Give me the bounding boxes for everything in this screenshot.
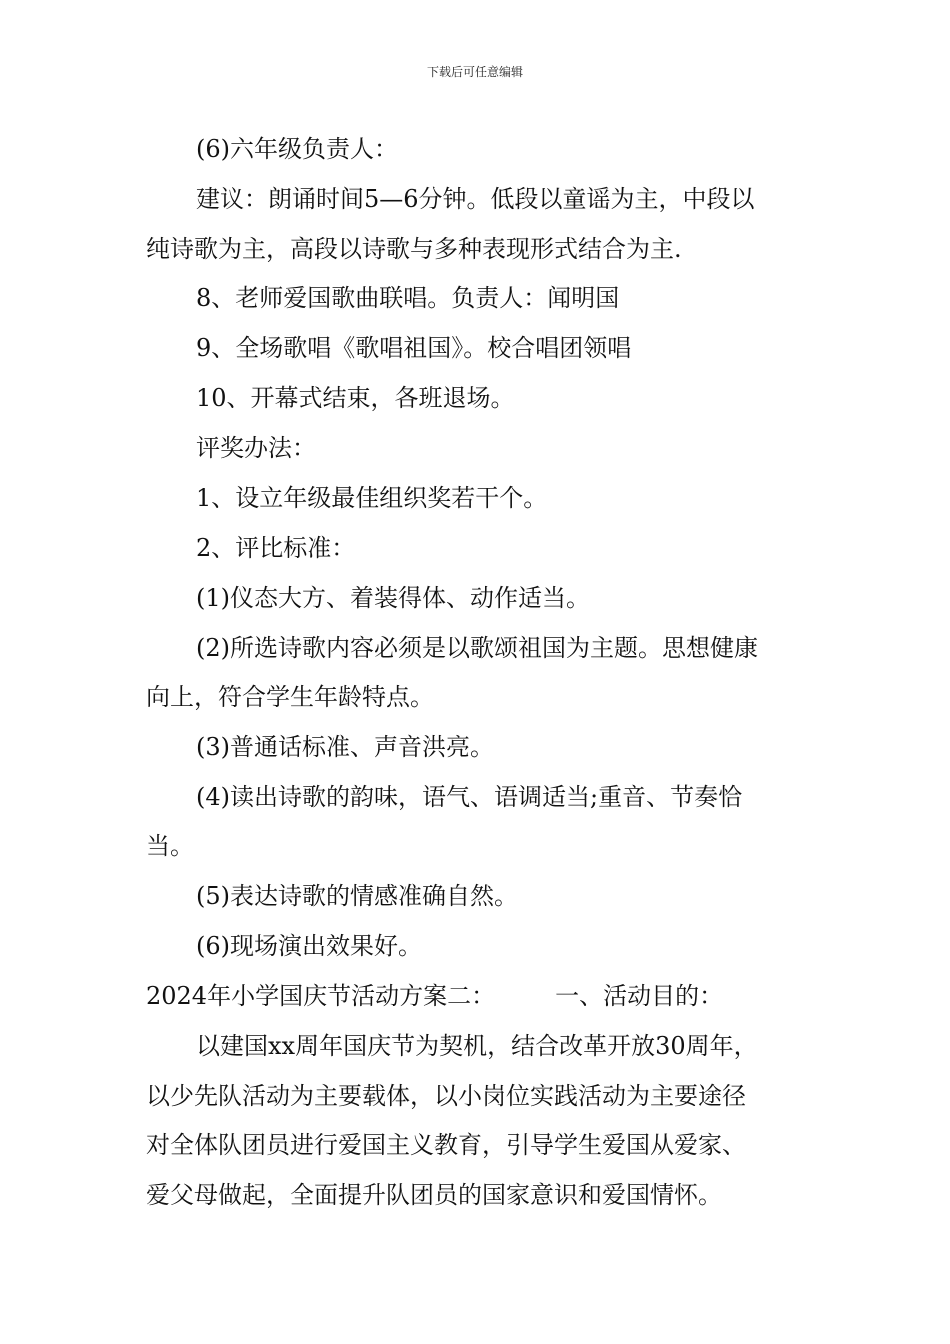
text-line: 10、开幕式结束，各班退场。 bbox=[196, 384, 515, 412]
text-line: (3)普通话标准、声音洪亮。 bbox=[196, 733, 494, 761]
text-line: 2、评比标准： bbox=[196, 534, 356, 562]
section-title: 2024年小学国庆节活动方案二： bbox=[146, 982, 496, 1010]
text-line: (6)六年级负责人： bbox=[196, 135, 398, 163]
text-line: 9、全场歌唱《歌唱祖国》。校合唱团领唱 bbox=[196, 334, 632, 362]
text-line: (5)表达诗歌的情感准确自然。 bbox=[196, 882, 518, 910]
paragraph-line: 对全体队团员进行爱国主义教育，引导学生爱国从爱家、 bbox=[146, 1131, 746, 1159]
section-subtitle: 一、活动目的： bbox=[555, 982, 724, 1010]
text-line: (1)仪态大方、着装得体、动作适当。 bbox=[196, 584, 590, 612]
text-line: 纯诗歌为主，高段以诗歌与多种表现形式结合为主. bbox=[146, 235, 682, 263]
text-line: (6)现场演出效果好。 bbox=[196, 932, 422, 960]
text-line: 1、设立年级最佳组织奖若干个。 bbox=[196, 484, 548, 512]
text-line: 向上，符合学生年龄特点。 bbox=[146, 683, 434, 711]
text-line: (2)所选诗歌内容必须是以歌颂祖国为主题。思想健康 bbox=[196, 634, 758, 662]
text-line: (4)读出诗歌的韵味，语气、语调适当;重音、节奏恰 bbox=[196, 783, 743, 811]
paragraph-line: 以建国xx周年国庆节为契机，结合改革开放30周年， bbox=[196, 1032, 758, 1060]
paragraph-line: 爱父母做起，全面提升队团员的国家意识和爱国情怀。 bbox=[146, 1181, 722, 1209]
text-line: 当。 bbox=[146, 832, 194, 860]
paragraph-line: 以少先队活动为主要载体，以小岗位实践活动为主要途径 bbox=[146, 1082, 746, 1110]
text-line: 8、老师爱国歌曲联唱。负责人：闻明国 bbox=[196, 284, 620, 312]
page-header: 下载后可任意编辑 bbox=[426, 65, 523, 79]
text-line: 评奖办法： bbox=[196, 434, 316, 462]
text-line: 建议：朗诵时间5—6分钟。低段以童谣为主，中段以 bbox=[196, 185, 755, 213]
section-heading bbox=[146, 980, 826, 1012]
